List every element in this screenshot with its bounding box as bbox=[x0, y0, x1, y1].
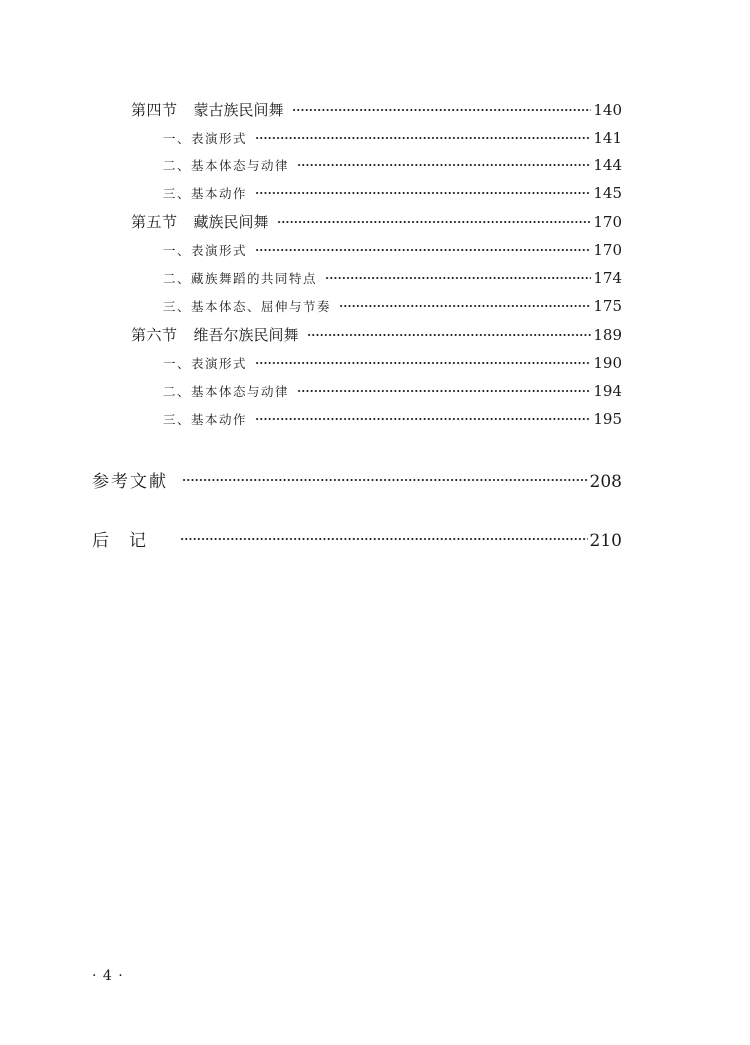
item-page: 141 bbox=[593, 129, 622, 147]
dot-leader bbox=[292, 109, 592, 111]
chapter-title: 参考文献 bbox=[92, 472, 168, 492]
item-page: 190 bbox=[593, 354, 622, 372]
dot-leader bbox=[307, 334, 592, 336]
section-title: 维吾尔族民间舞 bbox=[193, 326, 299, 344]
item-title: 二、基本体态与动律 bbox=[163, 158, 290, 173]
dot-leader bbox=[255, 418, 591, 420]
item-title: 一、表演形式 bbox=[163, 356, 248, 371]
item-page: 195 bbox=[593, 410, 622, 428]
toc-section-6[interactable] bbox=[131, 324, 622, 345]
dot-leader bbox=[255, 249, 591, 251]
section-number: 第五节 bbox=[131, 213, 178, 231]
item-page: 174 bbox=[593, 269, 622, 287]
section-number: 第六节 bbox=[131, 326, 178, 344]
item-title: 三、基本动作 bbox=[163, 186, 248, 201]
item-page: 194 bbox=[593, 382, 622, 400]
dot-leader bbox=[277, 221, 592, 223]
item-page: 170 bbox=[593, 241, 622, 259]
toc-item[interactable] bbox=[163, 241, 622, 259]
toc-section-5[interactable] bbox=[131, 211, 622, 232]
dot-leader bbox=[297, 164, 591, 166]
toc-item[interactable] bbox=[163, 129, 622, 147]
section-number: 第四节 bbox=[131, 101, 178, 119]
item-title: 三、基本体态、屈伸与节奏 bbox=[163, 299, 332, 314]
item-title: 三、基本动作 bbox=[163, 412, 248, 427]
toc-item[interactable] bbox=[163, 184, 622, 202]
toc-section-4[interactable] bbox=[131, 99, 622, 120]
dot-leader bbox=[182, 479, 588, 481]
toc-item[interactable] bbox=[163, 269, 622, 287]
dot-leader bbox=[297, 390, 591, 392]
dot-leader bbox=[339, 305, 591, 307]
toc-chapter-references[interactable] bbox=[92, 467, 622, 492]
dot-leader bbox=[255, 192, 591, 194]
toc-item[interactable] bbox=[163, 410, 622, 428]
toc-item[interactable] bbox=[163, 354, 622, 372]
item-title: 二、藏族舞蹈的共同特点 bbox=[163, 271, 318, 286]
chapter-title: 后记 bbox=[92, 531, 166, 551]
chapter-page: 210 bbox=[589, 531, 622, 551]
dot-leader bbox=[255, 137, 591, 139]
item-title: 一、表演形式 bbox=[163, 131, 248, 146]
toc-item[interactable] bbox=[163, 297, 622, 315]
toc-item[interactable] bbox=[163, 156, 622, 174]
page-number: · 4 · bbox=[92, 968, 124, 984]
dot-leader bbox=[325, 277, 591, 279]
item-page: 145 bbox=[593, 184, 622, 202]
item-title: 一、表演形式 bbox=[163, 243, 248, 258]
item-page: 175 bbox=[593, 297, 622, 315]
section-title: 蒙古族民间舞 bbox=[193, 101, 284, 119]
toc-item[interactable] bbox=[163, 382, 622, 400]
chapter-page: 208 bbox=[589, 472, 622, 492]
dot-leader bbox=[255, 362, 591, 364]
toc-chapter-afterword[interactable] bbox=[92, 526, 622, 551]
section-page: 170 bbox=[593, 213, 622, 231]
section-page: 189 bbox=[593, 326, 622, 344]
section-page: 140 bbox=[593, 101, 622, 119]
dot-leader bbox=[180, 538, 588, 540]
item-title: 二、基本体态与动律 bbox=[163, 384, 290, 399]
section-title: 藏族民间舞 bbox=[193, 213, 269, 231]
item-page: 144 bbox=[593, 156, 622, 174]
